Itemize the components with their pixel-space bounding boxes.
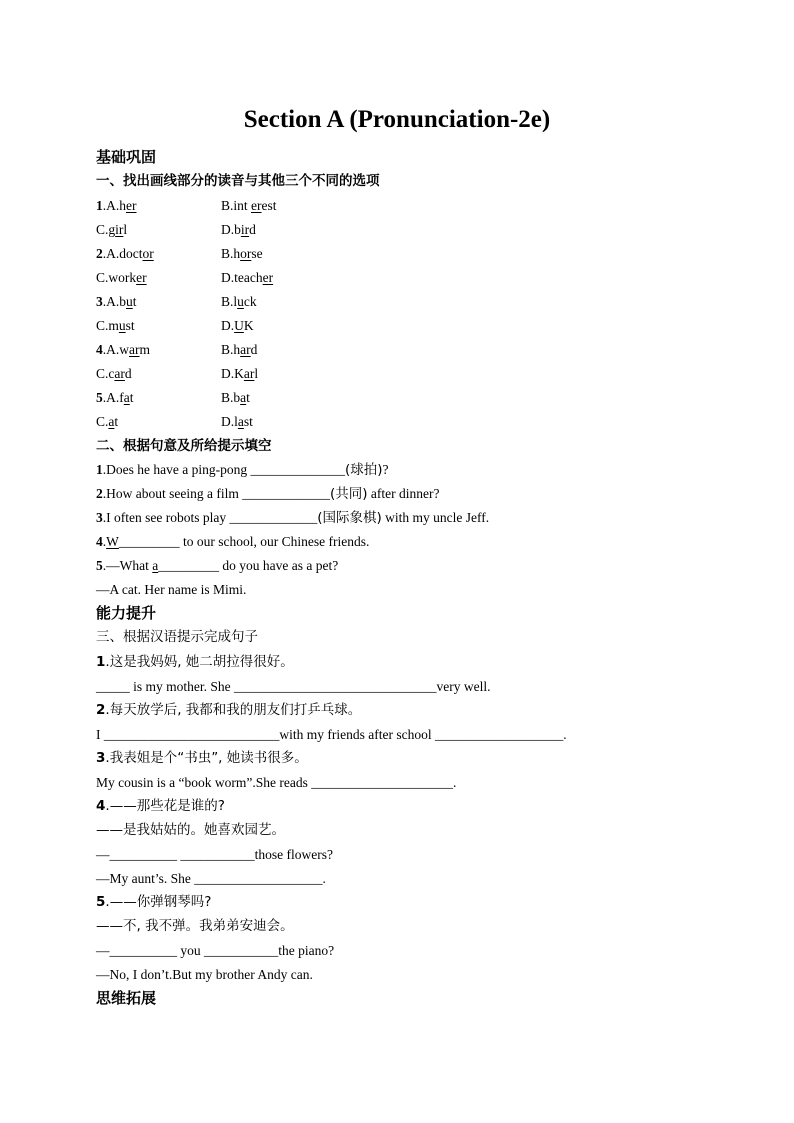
part1-option-row-7-right: B.hard <box>221 342 258 357</box>
part1-option-row-5-left: 3.A.but <box>96 294 137 309</box>
part1-option-row-3-right: B.horse <box>221 246 263 261</box>
part3-question-4-en: —__________ ___________those flowers? <box>96 847 333 862</box>
part3-question-5-en-reply: —No, I don’t.But my brother Andy can. <box>96 967 313 982</box>
part3-question-3-zh: 3.我表姐是个“书虫”, 她读书很多。 <box>96 750 308 766</box>
part3-question-5-zh-reply: ——不, 我不弹。我弟弟安迪会。 <box>96 918 294 934</box>
part2-question-1: 1.Does he have a ping-pong ______________(球拍)? <box>96 462 389 478</box>
part3-question-5-zh: 5.——你弹钢琴吗? <box>96 894 212 910</box>
part1-option-row-6-left: C.must <box>96 318 135 333</box>
part1-option-row-10-right: D.last <box>221 414 253 429</box>
section-heading-ability: 能力提升 <box>96 604 157 622</box>
part3-heading: 三、根据汉语提示完成句子 <box>96 629 258 645</box>
part3-question-4-zh-reply: ——是我姑姑的。她喜欢园艺。 <box>96 822 285 838</box>
part3-question-2-zh: 2.每天放学后, 我都和我的朋友们打乒乓球。 <box>96 702 362 718</box>
part1-option-row-8-right: D.Karl <box>221 366 259 381</box>
part3-question-1-zh: 1.这是我妈妈, 她二胡拉得很好。 <box>96 654 294 670</box>
part2-question-2: 2.How about seeing a film _____________(共同) after dinner? <box>96 486 440 502</box>
part1-option-row-6-right: D.UK <box>221 318 254 333</box>
section-heading-basics: 基础巩固 <box>96 148 157 166</box>
part1-option-row-9-right: B.bat <box>221 390 250 405</box>
page-title: Section A (Pronunciation-2e) <box>243 106 551 133</box>
part1-option-row-8-left: C.card <box>96 366 132 381</box>
part2-heading: 二、根据句意及所给提示填空 <box>96 438 272 454</box>
part3-question-4-en-reply: —My aunt’s. She ___________________. <box>96 871 326 886</box>
part1-option-row-7-left: 4.A.warm <box>96 342 151 357</box>
part3-question-1-en: _____ is my mother. She ______________________________very well. <box>96 679 491 694</box>
part1-option-row-3-left: 2.A.doctor <box>96 246 154 261</box>
part3-question-3-en: My cousin is a “book worm”.She reads _____________________. <box>96 775 457 790</box>
part1-option-row-4-right: D.teacher <box>221 270 274 285</box>
section-heading-thinking: 思维拓展 <box>96 989 157 1007</box>
part2-answer-5: —A cat. Her name is Mimi. <box>96 582 247 597</box>
part1-option-row-10-left: C.at <box>96 414 119 429</box>
part1-option-row-2-right: D.bird <box>221 222 256 237</box>
part1-heading: 一、找出画线部分的读音与其他三个不同的选项 <box>96 173 380 189</box>
part1-option-row-1-left: 1.A.her <box>96 198 137 213</box>
part2-question-4: 4.W_________ to our school, our Chinese friends. <box>96 534 370 549</box>
part2-question-5: 5.—What a_________ do you have as a pet? <box>96 558 339 573</box>
part1-option-row-5-right: B.luck <box>221 294 257 309</box>
part3-question-2-en: I __________________________with my friends after school ___________________. <box>96 727 567 742</box>
part1-option-row-1-right: B.int erest <box>221 198 277 213</box>
part3-question-5-en: —__________ you ___________the piano? <box>96 943 335 958</box>
part1-option-row-2-left: C.girl <box>96 222 128 237</box>
part1-option-row-9-left: 5.A.fat <box>96 390 134 405</box>
part3-question-4-zh: 4.——那些花是谁的? <box>96 798 225 814</box>
part1-option-row-4-left: C.worker <box>96 270 147 285</box>
part2-question-3: 3.I often see robots play _____________(国际象棋) with my uncle Jeff. <box>96 510 490 526</box>
